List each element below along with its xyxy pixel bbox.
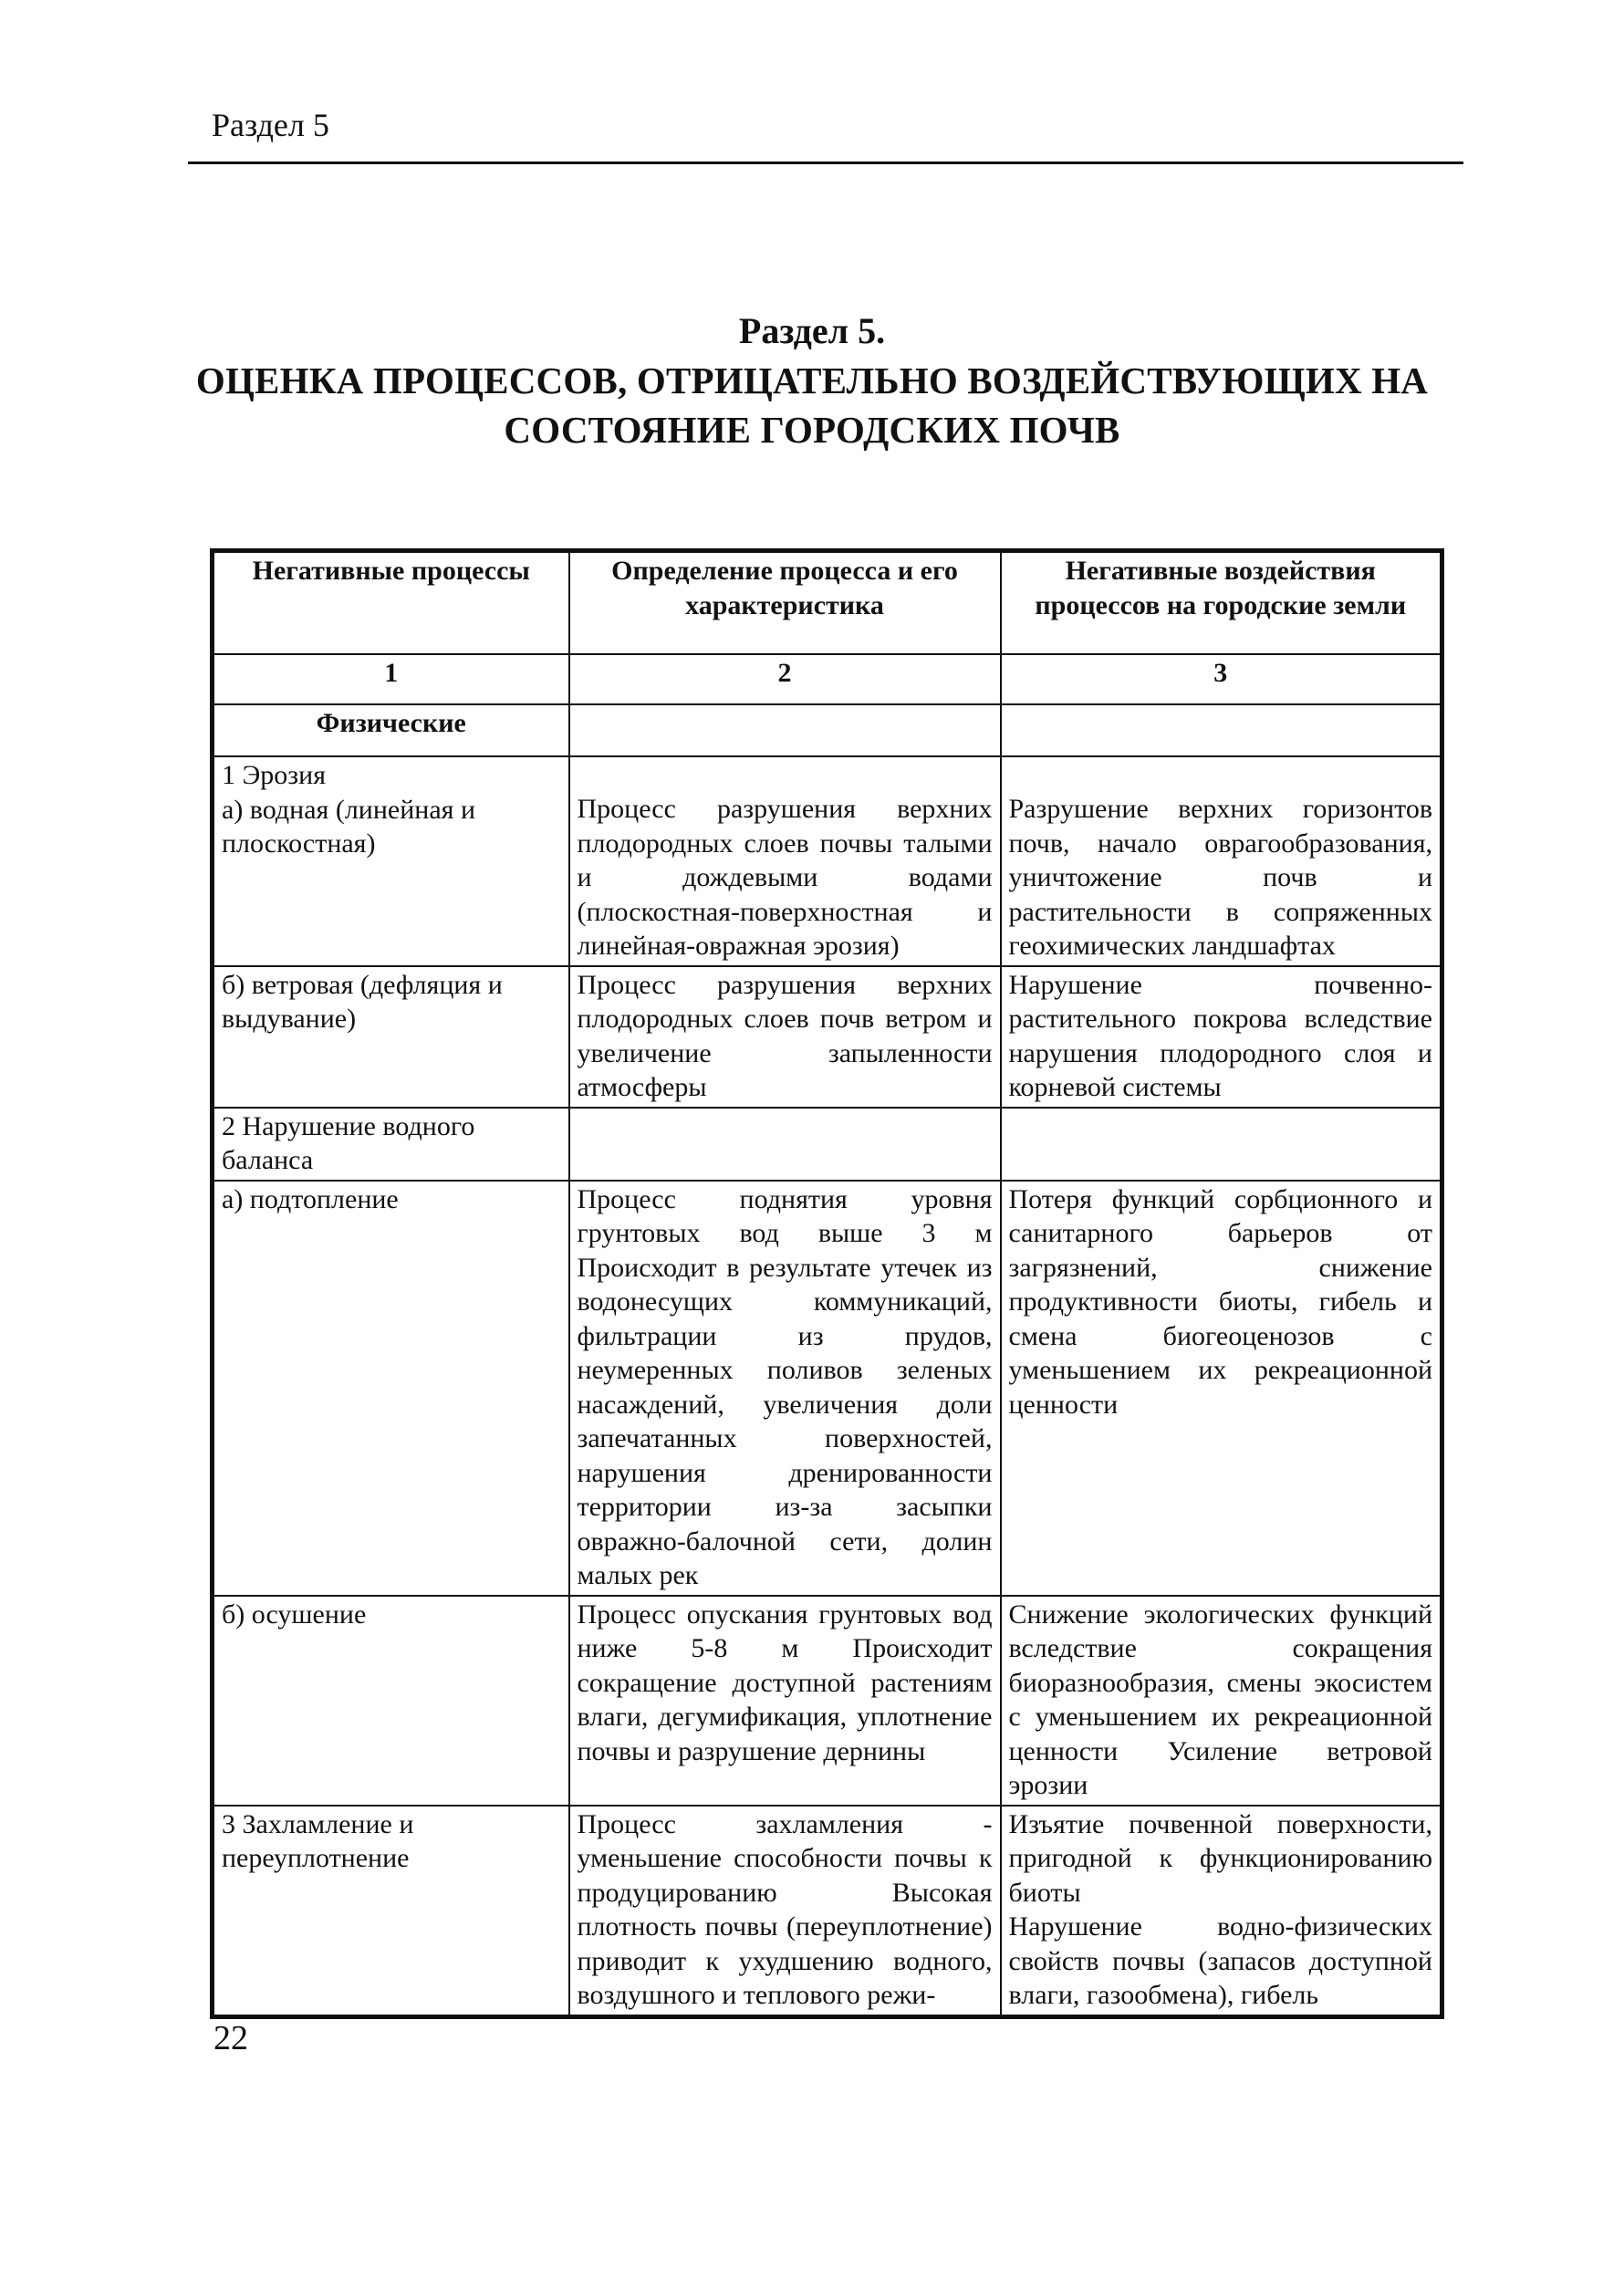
group-row: [213, 704, 1442, 756]
process-impact: Снижение экологических функций вследствие сокращения биоразнообразия, смены экосистем с уменьшением их рекреационной ценности Усиление ветровой эрозии: [1001, 1596, 1442, 1806]
process-impact-text: Нарушение водно-физических свойств почвы (запасов доступной влаги, газообмена), гибель: [1008, 1911, 1432, 2010]
header-definition: Определение процесса и его характеристика: [569, 551, 1001, 655]
table-header-row: [213, 551, 1442, 655]
header-divider: [188, 161, 1463, 164]
process-category: 1 Эрозия: [222, 760, 327, 790]
section-title: [0, 307, 1624, 454]
cell-spacer: [578, 758, 993, 792]
column-number-row: [213, 654, 1442, 704]
process-impact: [1001, 1108, 1442, 1181]
process-definition: Процесс поднятия уровня грунтовых вод выше 3 м Происходит в результате утечек из водонесущих коммуникаций, фильтрации из прудов, неумеренных поливов зеленых насаждений, увеличения доли запечатанных поверхностей, нарушения дренированности территории из-за засыпки овражно-балочной сети, долин малых рек: [569, 1181, 1001, 1596]
page-number: 22: [213, 2019, 248, 2057]
process-impact: [1001, 756, 1442, 966]
section-title-line-1: ОЦЕНКА ПРОЦЕССОВ, ОТРИЦАТЕЛЬНО ВОЗДЕЙСТВУЮЩИХ НА: [195, 359, 1429, 401]
table-row: [213, 1596, 1442, 1806]
process-definition-text: Процесс разрушения верхних плодородных слоев почвы талыми и дождевыми водами (плоскостная-поверхностная и линейная-овражная эрозия): [577, 794, 993, 961]
process-name: [213, 756, 569, 966]
process-definition: Процесс разрушения верхних плодородных слоев почв ветром и увеличение запыленности атмосферы: [569, 966, 1001, 1108]
header-negative-processes: Негативные процессы: [213, 551, 569, 655]
process-impact-text: Разрушение верхних горизонтов почв, начало оврагообразования, уничтожение почв и растительности в сопряженных геохимических ландшафтах: [1008, 794, 1432, 961]
process-impact: Нарушение почвенно-растительного покрова вследствие нарушения плодородного слоя и корневой системы: [1001, 966, 1442, 1108]
empty-cell: [569, 704, 1001, 756]
table-row: [213, 1181, 1442, 1596]
process-name: а) подтопление: [213, 1181, 569, 1596]
process-impact: Потеря функций сорбционного и санитарного барьеров от загрязнений, снижение продуктивности биоты, гибель и смена биогеоценозов с уменьшением их рекреационной ценности: [1001, 1181, 1442, 1596]
column-number-2: 2: [569, 654, 1001, 704]
running-head: Раздел 5: [212, 107, 329, 143]
process-name: б) осушение: [213, 1596, 569, 1806]
process-name: б) ветровая (дефляция и выдувание): [213, 966, 569, 1108]
table-row: [213, 1806, 1442, 2017]
process-name: 2 Нарушение водного баланса: [213, 1108, 569, 1181]
process-impact-text: Изъятие почвенной поверхности, пригодной к функционированию биоты: [1008, 1808, 1432, 1908]
processes-table: [210, 548, 1444, 2019]
cell-spacer: [1009, 758, 1433, 792]
table-row: [213, 756, 1442, 966]
process-definition: [569, 1108, 1001, 1181]
column-number-1: 1: [213, 654, 569, 704]
process-name: 3 Захламление и переуплотнение: [213, 1806, 569, 2017]
empty-cell: [1001, 704, 1442, 756]
table-row: [213, 966, 1442, 1108]
process-impact: [1001, 1806, 1442, 2017]
column-number-3: 3: [1001, 654, 1442, 704]
section-title-line-2: СОСТОЯНИЕ ГОРОДСКИХ ПОЧВ: [504, 409, 1120, 451]
group-label: Физические: [213, 704, 569, 756]
process-subtype: а) водная (линейная и плоскостная): [222, 794, 475, 859]
table-row: [213, 1108, 1442, 1181]
section-number: Раздел 5.: [738, 310, 886, 351]
header-negative-impacts: Негативные воздействия процессов на городские земли: [1001, 551, 1442, 655]
process-definition: Процесс опускания грунтовых вод ниже 5-8 м Происходит сокращение доступной растениям влаги, дегумификация, уплотнение почвы и разрушение дернины: [569, 1596, 1001, 1806]
process-definition: [569, 756, 1001, 966]
process-definition: Процесс захламления - уменьшение способности почвы к продуцированию Высокая плотность почвы (переуплотнение) приводит к ухудшению водного, воздушного и теплового режи-: [569, 1806, 1001, 2017]
